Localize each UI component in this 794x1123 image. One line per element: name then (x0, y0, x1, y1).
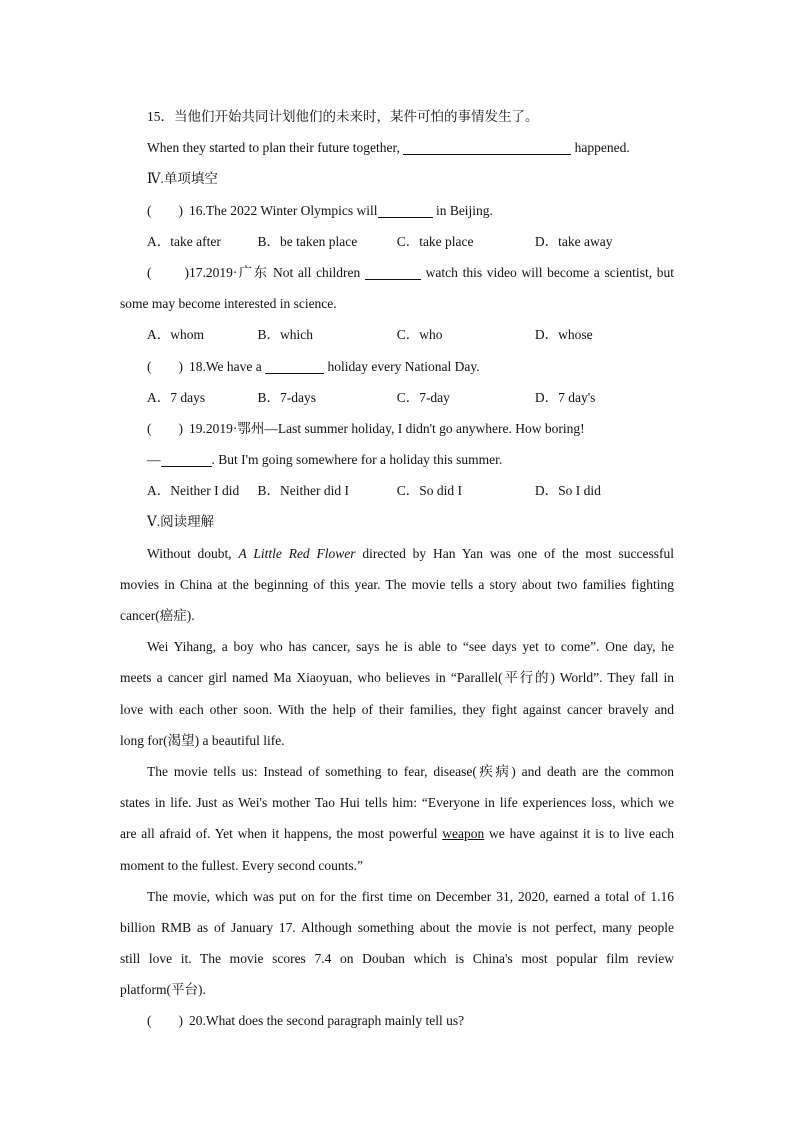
p1-text-before: Without doubt, (147, 545, 232, 561)
q16-option-a[interactable]: A．take after (147, 233, 221, 249)
passage-p4-line3: still love it. The movie scores 7.4 on Douban which is China's most popular film review (120, 951, 674, 967)
passage-p3-line1: The movie tells us: Instead of something to fear, disease(疾病) and death are the common (147, 763, 674, 779)
p3-text-after: we have against it is to live each (489, 826, 674, 842)
q18-option-a[interactable]: A．7 days (147, 389, 206, 405)
passage-p1-line3: cancer(癌症). (120, 608, 195, 623)
passage-p4-line1: The movie, which was put on for the first time on December 31, 2020, earned a total of 1.16 (147, 888, 674, 904)
q18-option-d[interactable]: D．7 day's (534, 389, 596, 405)
q18-blank (265, 358, 324, 374)
q19-answer-paren[interactable]: ( ) (147, 420, 183, 436)
document-content (120, 101, 674, 1037)
passage-p2-line2: meets a cancer girl named Ma Xiaoyuan, who believes in “Parallel(平行的) World”. They fall in (120, 670, 674, 686)
q17-stem (120, 257, 674, 288)
passage-p2-line4: long for(渴望) a beautiful life. (120, 732, 285, 748)
p3-text-before: are all afraid of. Yet when it happens, the most powerful (120, 826, 438, 842)
q18-text-after: holiday every National Day. (327, 358, 480, 374)
passage-p3-line4: moment to the fullest. Every second counts.” (120, 857, 363, 873)
q16-option-c[interactable]: C．take place (396, 233, 474, 249)
q17-text-before: 17.2019·广东 Not all children (189, 264, 361, 280)
section-5-title: Ⅴ.阅读理解 (147, 514, 215, 530)
q17-answer-paren[interactable]: ( ) (147, 264, 189, 280)
q15-answer-blank[interactable] (403, 139, 571, 155)
q15-text-before: When they started to plan their future together, (147, 140, 400, 156)
q16-text-before: 16.The 2022 Winter Olympics will (189, 202, 378, 218)
q19-text: 19.2019·鄂州—Last summer holiday, I didn't go anywhere. How boring! (189, 420, 585, 436)
movie-title: A Little Red Flower (238, 545, 356, 561)
q16-options (120, 226, 674, 257)
q16-blank (378, 202, 433, 218)
q16-option-d[interactable]: D．take away (534, 233, 613, 249)
q17-option-c[interactable]: C．who (396, 327, 443, 343)
q17-stem-cont: some may become interested in science. (120, 296, 337, 312)
q17-text-after: watch this video will become a scientist, but (425, 264, 674, 280)
q19-blank (161, 451, 212, 467)
q20-stem (120, 1005, 674, 1036)
q18-text-before: 18.We have a (189, 358, 262, 374)
q19-reply (120, 444, 674, 475)
passage-p2-line3: love with each other soon. With the help of their families, they fight against cancer bravely and (120, 701, 674, 717)
q16-option-b[interactable]: B．be taken place (257, 233, 358, 249)
q16-answer-paren[interactable]: ( ) (147, 202, 183, 218)
q16-stem (120, 195, 674, 226)
q18-option-c[interactable]: C．7-day (396, 389, 450, 405)
passage-p4-line4: platform(平台). (120, 982, 206, 998)
section-4-title: Ⅳ.单项填空 (147, 171, 218, 187)
p1-text-after: directed by Han Yan was one of the most successful (362, 545, 674, 561)
passage-p3-line2: states in life. Just as Wei's mother Tao Hui tells him: “Everyone in life experiences loss, which we (120, 795, 674, 811)
q17-option-d[interactable]: D．whose (534, 327, 593, 343)
q17-options (120, 319, 674, 350)
q18-options (120, 382, 674, 413)
q19-stem (120, 413, 674, 444)
q19-options (120, 475, 674, 506)
underlined-word-weapon: weapon (442, 826, 485, 842)
passage-p2-line1: Wei Yihang, a boy who has cancer, says he is able to “see days yet to come”. One day, he (147, 639, 674, 655)
q19-option-c[interactable]: C．So did I (396, 483, 462, 499)
q19-reply-dash: — (147, 452, 161, 468)
q19-option-d[interactable]: D．So I did (534, 483, 601, 499)
q19-option-b[interactable]: B．Neither did I (257, 483, 350, 499)
q17-option-a[interactable]: A．whom (147, 327, 204, 343)
q15-english (120, 132, 674, 163)
q15-text-after: happened. (574, 140, 630, 156)
passage-p3-line3 (120, 818, 674, 849)
q17-blank (365, 264, 421, 280)
q20-answer-paren[interactable]: ( ) (147, 1013, 183, 1029)
q19-reply-text: . But I'm going somewhere for a holiday this summer. (211, 452, 503, 468)
q17-option-b[interactable]: B．which (257, 327, 314, 343)
passage-p4-line2: billion RMB as of January 17. Although something about the movie is not perfect, many people (120, 919, 674, 935)
q18-stem (120, 351, 674, 382)
q15-chinese: 15．当他们开始共同计划他们的未来时，某件可怕的事情发生了。 (147, 109, 539, 124)
passage-p1-line2: movies in China at the beginning of this year. The movie tells a story about two families fighting (120, 576, 674, 592)
q16-text-after: in Beijing. (435, 202, 493, 218)
q18-option-b[interactable]: B．7-days (257, 389, 317, 405)
q20-text: 20.What does the second paragraph mainly tell us? (189, 1013, 465, 1029)
passage-p1-line1 (120, 538, 674, 569)
q18-answer-paren[interactable]: ( ) (147, 358, 183, 374)
q19-option-a[interactable]: A．Neither I did (147, 483, 240, 499)
